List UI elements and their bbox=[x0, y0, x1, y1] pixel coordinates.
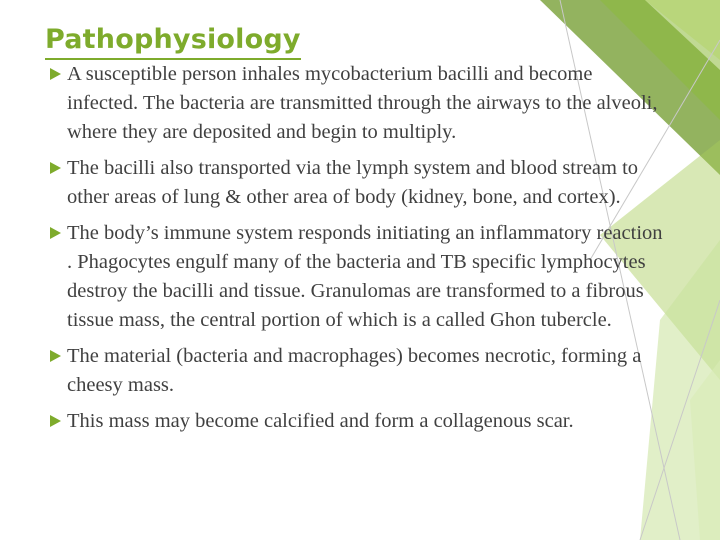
bullet-text: This mass may become calcified and form a collagenous scar. bbox=[67, 410, 574, 432]
bullet-item bbox=[46, 60, 666, 147]
arrow-bullet-icon bbox=[50, 68, 61, 80]
bullet-item bbox=[46, 407, 666, 436]
bullet-text: The body’s immune system responds initiating an inflammatory reaction . Phagocytes engulf many of the bacteria and TB specific lymphocytes destroy the bacilli and tissue. Granulomas are transformed to a fibrous tissue mass, the central portion of which is a called Ghon tubercle. bbox=[67, 222, 663, 331]
arrow-bullet-icon bbox=[50, 162, 61, 174]
bullet-text: The bacilli also transported via the lymph system and blood stream to other areas of lung & other area of body (kidney, bone, and cortex). bbox=[67, 157, 639, 208]
bullet-list bbox=[46, 60, 666, 436]
bullet-item bbox=[46, 219, 666, 335]
arrow-bullet-icon bbox=[50, 415, 61, 427]
arrow-bullet-icon bbox=[50, 227, 61, 239]
bullet-text: A susceptible person inhales mycobacterium bacilli and become infected. The bacteria are transmitted through the airways to the alveoli, where they are deposited and begin to multiply. bbox=[67, 63, 658, 143]
bullet-text: The material (bacteria and macrophages) becomes necrotic, forming a cheesy mass. bbox=[67, 345, 642, 396]
arrow-bullet-icon bbox=[50, 350, 61, 362]
slide-title: Pathophysiology bbox=[45, 22, 301, 60]
bullet-item bbox=[46, 342, 666, 400]
bullet-item bbox=[46, 154, 666, 212]
